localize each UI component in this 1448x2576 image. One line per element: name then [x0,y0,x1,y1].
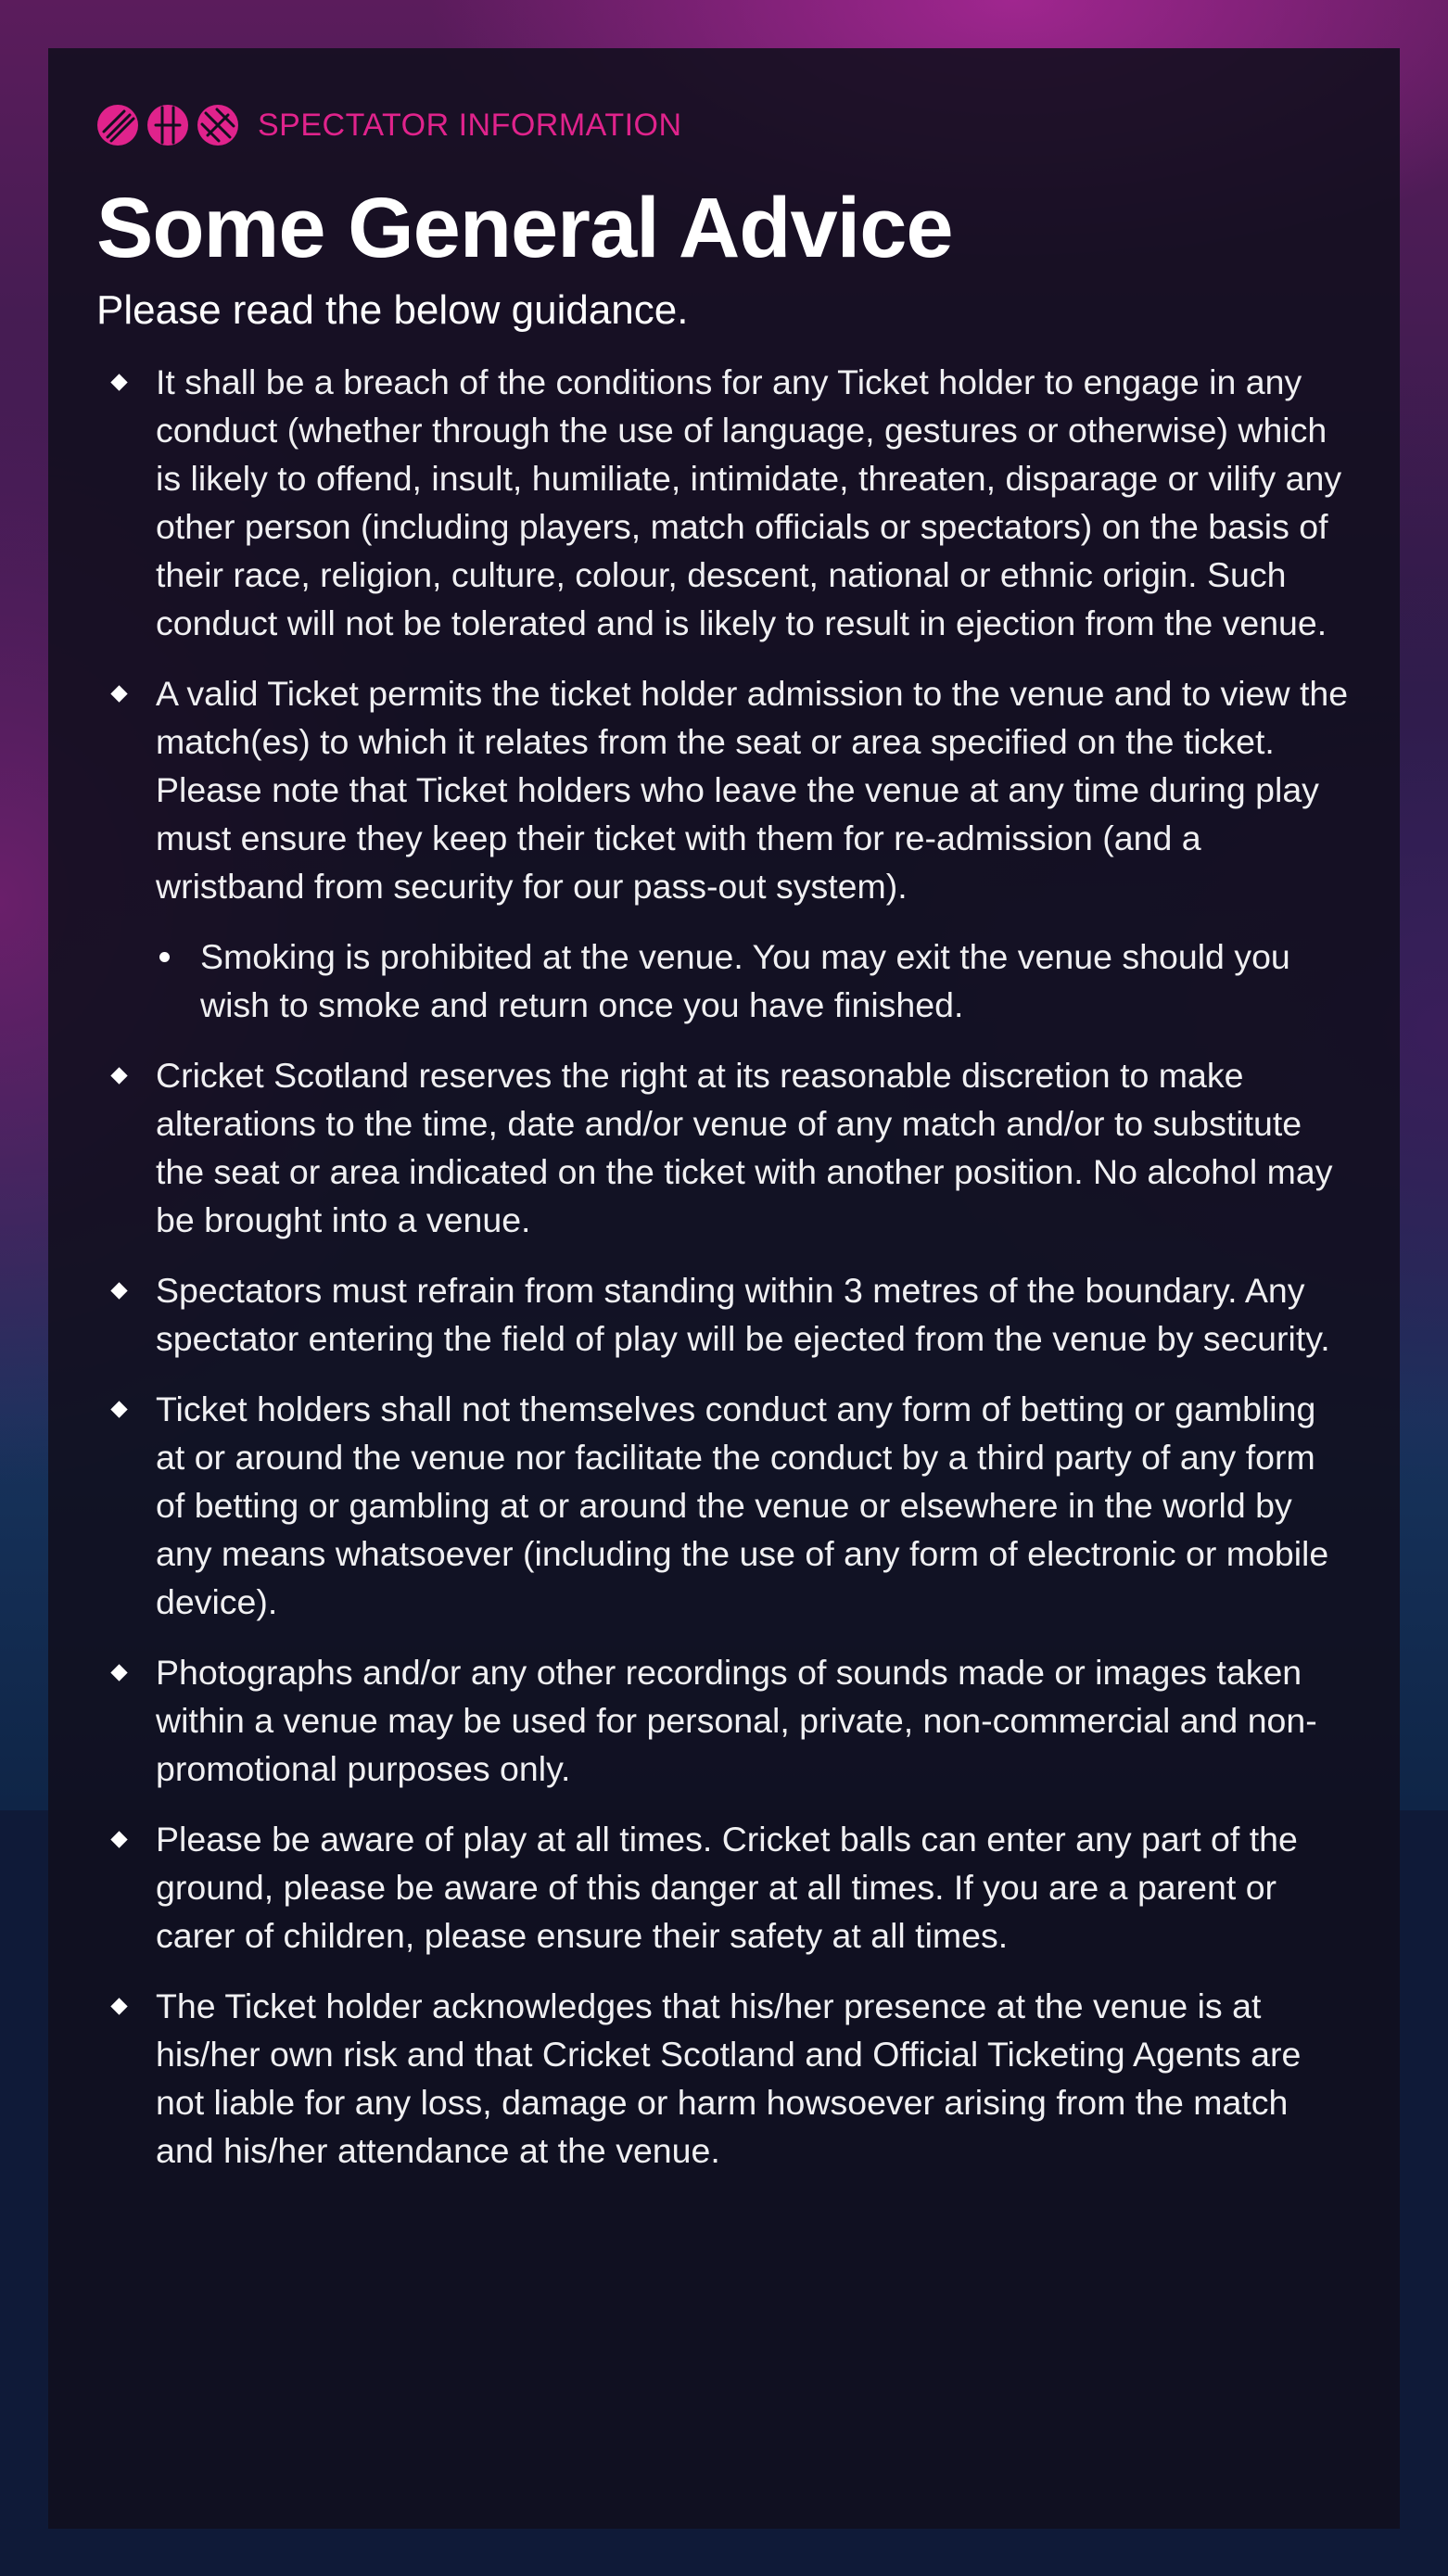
advice-text: Photographs and/or any other recordings of sounds made or images taken within a venue may be used for personal, private, non-commercial and non-promotional purposes only. [156,1652,1317,1788]
advice-panel [48,48,1400,2529]
cricket-ball-icon [146,104,189,146]
diamond-bullet-icon [110,1067,127,1084]
logo-group [96,104,239,146]
advice-item-betting [96,1385,1352,1626]
diamond-bullet-icon [110,1282,127,1299]
cricket-ball-icon [197,104,239,146]
diamond-bullet-icon [110,374,127,390]
diamond-bullet-icon [110,1998,127,2014]
advice-text: The Ticket holder acknowledges that his/her presence at the venue is at his/her own risk and that Cricket Scotland and Official Ticketing Agents are not liable for any loss, damage or harm howsoever arising from the match and his/her attendance at the venue. [156,1986,1302,2170]
advice-text: Cricket Scotland reserves the right at its reasonable discretion to make alterations to the time, date and/or venue of any match and/or to substitute the seat or area indicated on the ticket with another position. No alcohol may be brought into a venue. [156,1055,1333,1239]
eyebrow-label: SPECTATOR INFORMATION [258,107,682,143]
advice-item-conduct [96,358,1352,647]
advice-text: Please be aware of play at all times. Cricket balls can enter any part of the ground, please be aware of this danger at all times. If you are a parent or carer of children, please ensure their safety at all times. [156,1819,1298,1955]
advice-subitem-smoking [96,933,1352,1029]
dot-bullet-icon [159,952,170,962]
cricket-ball-icon [96,104,139,146]
advice-text: Spectators must refrain from standing within 3 metres of the boundary. Any spectator entering the field of play will be ejected from the venue by security. [156,1270,1330,1358]
diamond-bullet-icon [110,1664,127,1681]
advice-item-alterations [96,1051,1352,1244]
advice-text: A valid Ticket permits the ticket holder admission to the venue and to view the match(es) to which it relates from the seat or area specified on the ticket. Please note that Ticket holders who leave the venue at any time during play must ensure they keep their ticket with them for re-admission (and a wristband from security for our pass-out system). [156,673,1349,906]
page-title: Some General Advice [96,181,953,275]
diamond-bullet-icon [110,1401,127,1417]
diamond-bullet-icon [110,685,127,702]
advice-item-valid-ticket [96,669,1352,910]
advice-text: Smoking is prohibited at the venue. You may exit the venue should you wish to smoke and return once you have finished. [200,936,1290,1024]
advice-text: It shall be a breach of the conditions for any Ticket holder to engage in any conduct (whether through the use of language, gestures or otherwise) which is likely to offend, insult, humiliate, intimidate, threaten, disparage or vilify any other person (including players, match officials or spectators) on the basis of their race, religion, culture, colour, descent, national or ethnic origin. Such conduct will not be tolerated and is likely to result in ejection from the venue. [156,362,1342,642]
advice-item-liability [96,1982,1352,2175]
page-subtitle: Please read the below guidance. [96,286,689,333]
section-eyebrow [96,100,1352,150]
diamond-bullet-icon [110,1831,127,1847]
advice-item-play-awareness [96,1815,1352,1960]
advice-text: Ticket holders shall not themselves conduct any form of betting or gambling at or around the venue nor facilitate the conduct by a third party of any form of betting or gambling at or around the venue or elsewhere in the world by any means whatsoever (including the use of any form of electronic or mobile device). [156,1389,1329,1621]
advice-item-photographs [96,1648,1352,1793]
advice-item-boundary [96,1266,1352,1363]
advice-list [96,358,1352,2175]
